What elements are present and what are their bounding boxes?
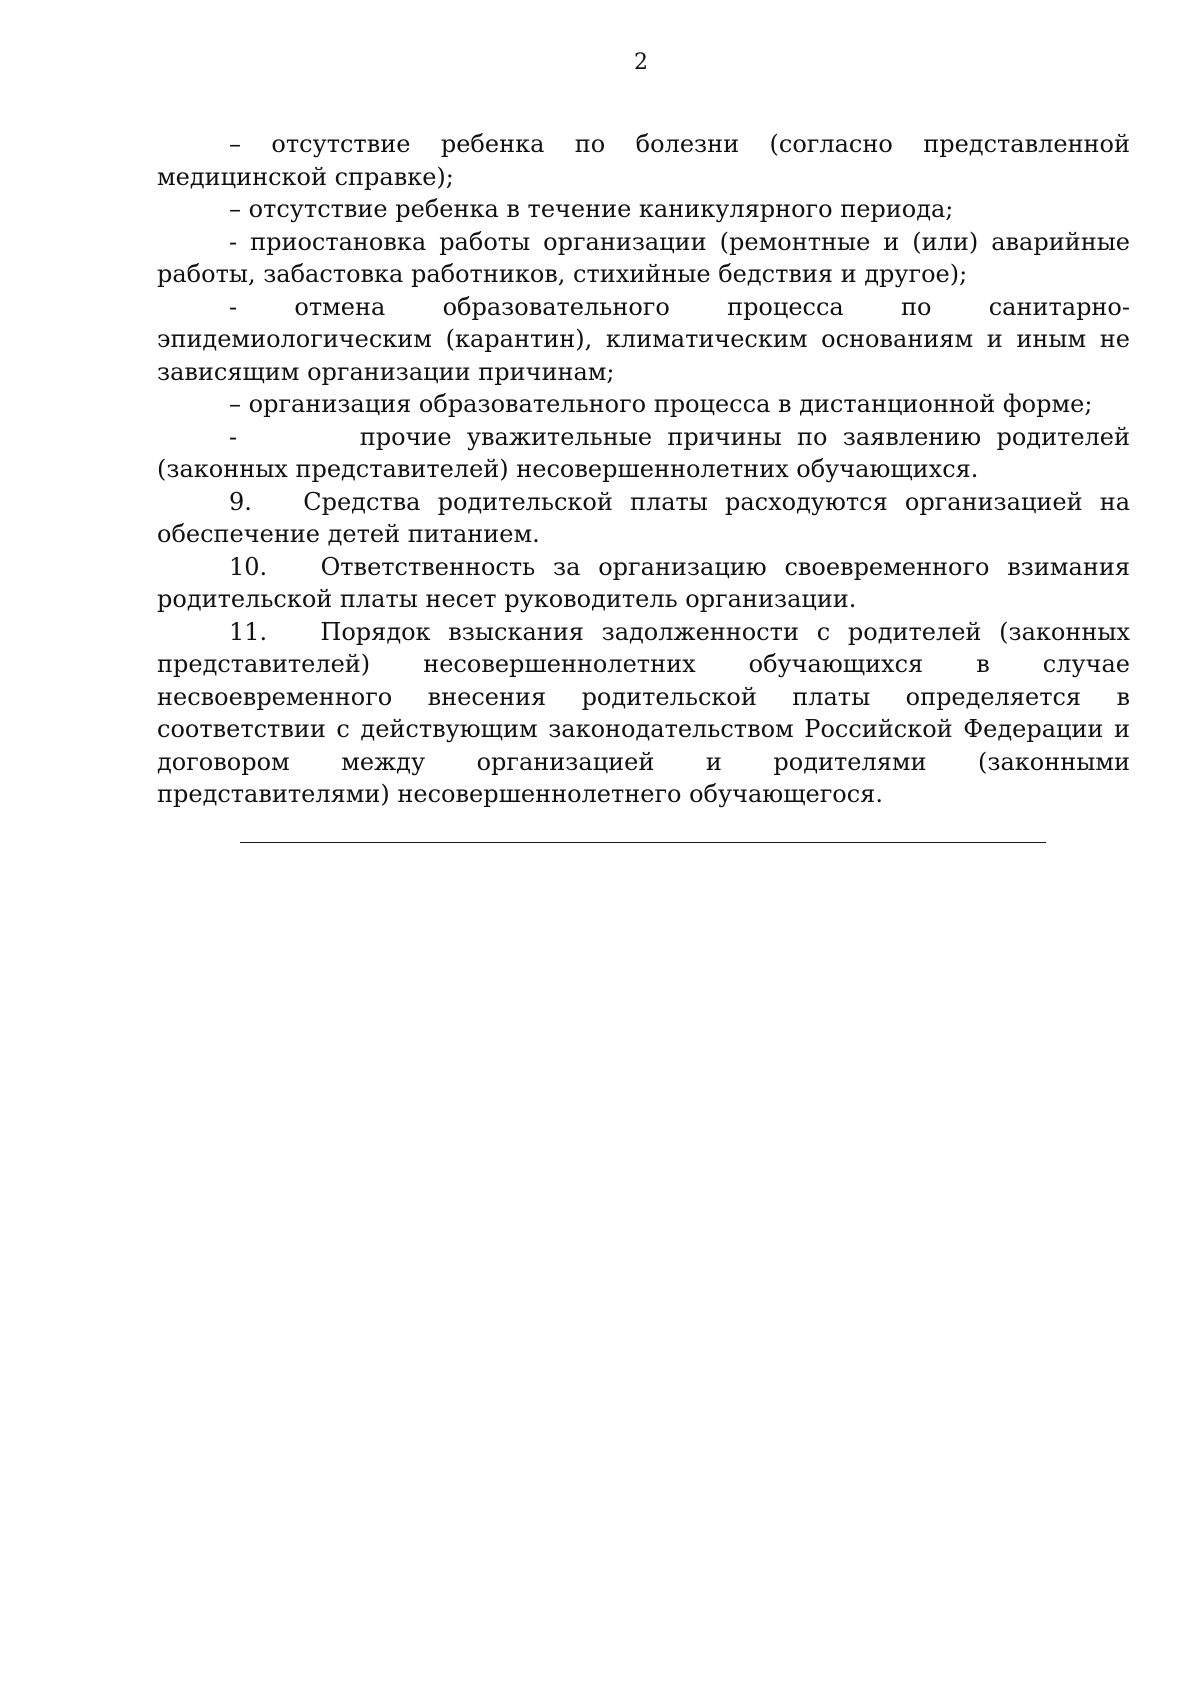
end-of-document-rule: [240, 842, 1046, 843]
list-item-cancellation: - отмена образовательного процесса по санитарно-эпидемиологическим (карантин), климатическим основаниям и иным не зависящим организации причинам;: [157, 292, 1130, 386]
clause-9: 9. Средства родительской платы расходуются организацией на обеспечение детей питанием.: [157, 487, 1138, 548]
list-item-vacation: – отсутствие ребенка в течение каникулярного периода;: [229, 195, 954, 223]
list-item-suspension: - приостановка работы организации (ремонтные и (или) аварийные работы, забастовка работников, стихийные бедствия и другое);: [157, 227, 1130, 288]
list-item-illness: – отсутствие ребенка по болезни (согласно представленной медицинской справке);: [157, 130, 1130, 191]
page-number: 2: [634, 50, 648, 75]
list-item-other-reasons: - прочие уважительные причины по заявлению родителей (законных представителей) несовершеннолетних обучающихся.: [157, 422, 1138, 483]
clause-11: 11. Порядок взыскания задолженности с родителей (законных представителей) несовершеннолетних обучающихся в случае несвоевременного внесения родительской платы определяется в соответствии с действующим законодательством Российской Федерации и договором между организацией и родителями (законными представителями) несовершеннолетнего обучающегося.: [157, 617, 1138, 808]
document-body: [157, 128, 1138, 811]
clause-10: 10. Ответственность за организацию своевременного взимания родительской платы несет руководитель организации.: [157, 552, 1138, 613]
list-item-distance-learning: – организация образовательного процесса в дистанционной форме;: [229, 390, 1093, 418]
